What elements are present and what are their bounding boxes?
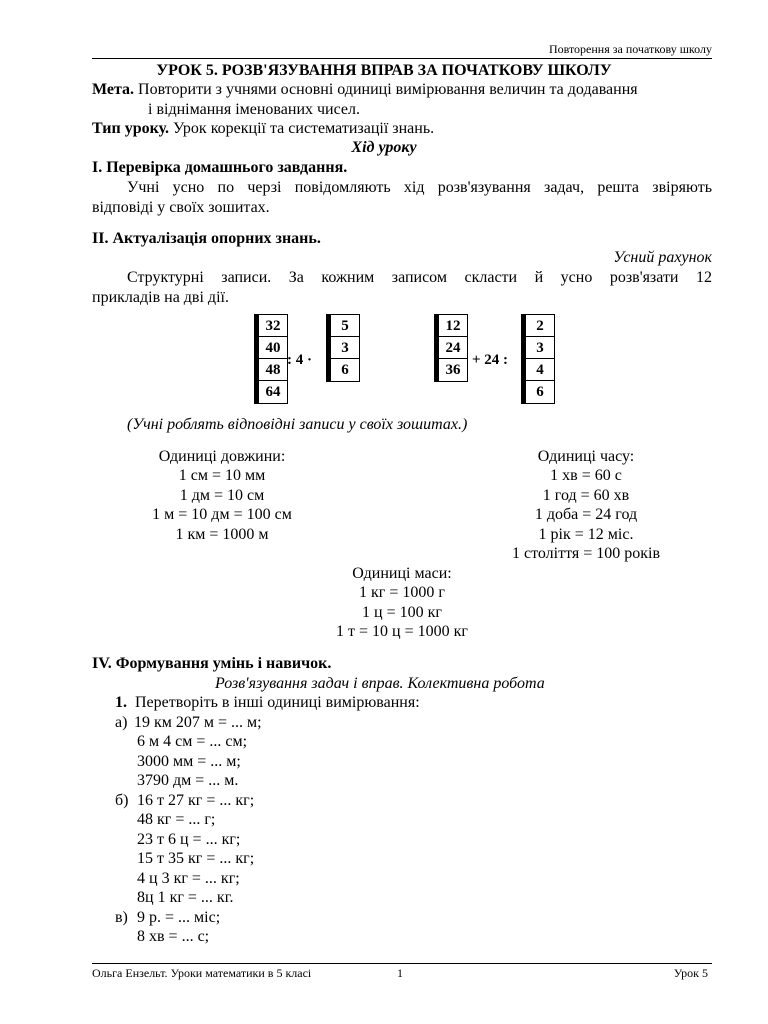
mass-item: 1 т = 10 ц = 1000 кг bbox=[336, 623, 468, 640]
list-a-item: 3000 мм = ... м; bbox=[137, 753, 241, 770]
length-item: 1 км = 1000 м bbox=[175, 526, 269, 543]
scheme1-operator: : 4 · bbox=[287, 352, 312, 368]
time-item: 1 рік = 12 міс. bbox=[538, 526, 634, 543]
time-item: 1 год = 60 хв bbox=[542, 487, 630, 504]
mass-item: 1 ц = 100 кг bbox=[362, 604, 442, 621]
lesson-type-label: Тип уроку. bbox=[92, 120, 169, 137]
section1-text-2: відповіді у своїх зошитах. bbox=[92, 199, 270, 216]
footer-page-number: 1 bbox=[397, 966, 403, 980]
section2-text-2: прикладів на дві дії. bbox=[92, 289, 229, 306]
header-rule bbox=[92, 58, 712, 59]
list-b-item: 4 ц 3 кг = ... кг; bbox=[137, 870, 240, 887]
scheme1-left-cell: 32 bbox=[259, 315, 287, 337]
scheme2-left-cell: 12 bbox=[439, 315, 467, 337]
length-item: 1 дм = 10 см bbox=[179, 487, 265, 504]
scheme1-right-cell: 3 bbox=[331, 337, 359, 359]
goal-text-2: і віднімання іменованих чисел. bbox=[148, 101, 360, 118]
list-b-item: 15 т 35 кг = ... кг; bbox=[137, 850, 255, 867]
section1-text-1: Учні усно по черзі повідомляють хід розв'язування задач, решта звіряють bbox=[127, 179, 712, 196]
section2-text-1: Структурні записи. За кожним записом скласти й усно розв'язати 12 bbox=[127, 269, 712, 286]
time-title: Одиниці часу: bbox=[537, 448, 635, 465]
footer-lesson: Урок 5 bbox=[673, 966, 708, 980]
mass-title: Одиниці маси: bbox=[352, 565, 452, 582]
footer-author: Ольга Ензельт. Уроки математики в 5 класі bbox=[92, 966, 312, 980]
scheme1-left-cell: 40 bbox=[259, 337, 287, 359]
scheme-note: (Учні роблять відповідні записи у своїх зошитах.) bbox=[127, 416, 468, 433]
section2-subheading: Усний рахунок bbox=[613, 249, 712, 266]
scheme2-right-box bbox=[521, 314, 555, 404]
running-header: Повторення за початкову школу bbox=[548, 42, 712, 56]
list-c-item: 8 хв = ... с; bbox=[137, 928, 210, 945]
list-c-label: в) bbox=[115, 909, 128, 926]
task1-text: Перетворіть в інші одиниці вимірювання: bbox=[135, 694, 420, 711]
list-b-label: б) bbox=[115, 792, 129, 809]
scheme1-left-cell: 48 bbox=[259, 359, 287, 381]
section4-heading: IV. Формування умінь і навичок. bbox=[92, 655, 332, 672]
scheme1-left-box bbox=[254, 314, 288, 404]
length-item: 1 м = 10 дм = 100 см bbox=[152, 506, 292, 523]
section2-heading: ІІ. Актуалізація опорних знань. bbox=[92, 230, 321, 247]
length-item: 1 см = 10 мм bbox=[178, 467, 266, 484]
scheme2-operator: + 24 : bbox=[472, 352, 509, 368]
course-heading: Хід уроку bbox=[351, 139, 417, 156]
scheme2-right-cell: 2 bbox=[526, 315, 554, 337]
task1-line bbox=[115, 693, 420, 712]
list-a-item: 19 км 207 м = ... м; bbox=[134, 714, 262, 731]
length-title: Одиниці довжини: bbox=[158, 448, 286, 465]
lesson-type-line bbox=[92, 119, 434, 138]
time-item: 1 хв = 60 с bbox=[550, 467, 622, 484]
scheme2-right-cell: 4 bbox=[526, 359, 554, 381]
footer-rule bbox=[92, 963, 712, 964]
scheme1-right-box bbox=[326, 314, 360, 382]
goal-text-1: Повторити з учнями основні одиниці вимірювання величин та додавання bbox=[138, 81, 638, 98]
list-a-item: 3790 дм = ... м. bbox=[137, 772, 239, 789]
lesson-type-text: Урок корекції та систематизації знань. bbox=[173, 120, 435, 137]
scheme2-right-cell: 6 bbox=[536, 384, 544, 400]
section1-heading: І. Перевірка домашнього завдання. bbox=[92, 159, 348, 176]
time-item: 1 століття = 100 років bbox=[511, 545, 661, 562]
scheme1-left-cell: 64 bbox=[265, 384, 281, 400]
scheme2-left-box bbox=[434, 314, 468, 382]
scheme2-right-cell: 3 bbox=[526, 337, 554, 359]
mass-item: 1 кг = 1000 г bbox=[359, 584, 445, 601]
list-b-item: 8ц 1 кг = ... кг. bbox=[137, 889, 234, 906]
list-b-item: 23 т 6 ц = ... кг; bbox=[137, 831, 241, 848]
lesson-title: УРОК 5. РОЗВ'ЯЗУВАННЯ ВПРАВ ЗА ПОЧАТКОВУ ШКОЛУ bbox=[156, 62, 612, 79]
list-b-item: 48 кг = ... г; bbox=[137, 811, 216, 828]
list-c-item: 9 р. = ... міс; bbox=[137, 909, 221, 926]
list-a-item: 6 м 4 см = ... см; bbox=[137, 733, 248, 750]
scheme2-left-cell: 36 bbox=[445, 362, 461, 378]
section4-subheading: Розв'язування задач і вправ. Колективна робота bbox=[215, 675, 545, 692]
goal-label: Мета. bbox=[92, 81, 135, 98]
scheme1-right-cell: 6 bbox=[341, 362, 349, 378]
scheme2-left-cell: 24 bbox=[439, 337, 467, 359]
list-b-item: 16 т 27 кг = ... кг; bbox=[137, 792, 255, 809]
task1-number: 1. bbox=[115, 694, 127, 711]
scheme1-right-cell: 5 bbox=[331, 315, 359, 337]
time-item: 1 доба = 24 год bbox=[534, 506, 638, 523]
goal-line bbox=[92, 80, 638, 99]
list-a-label: а) bbox=[115, 714, 128, 731]
